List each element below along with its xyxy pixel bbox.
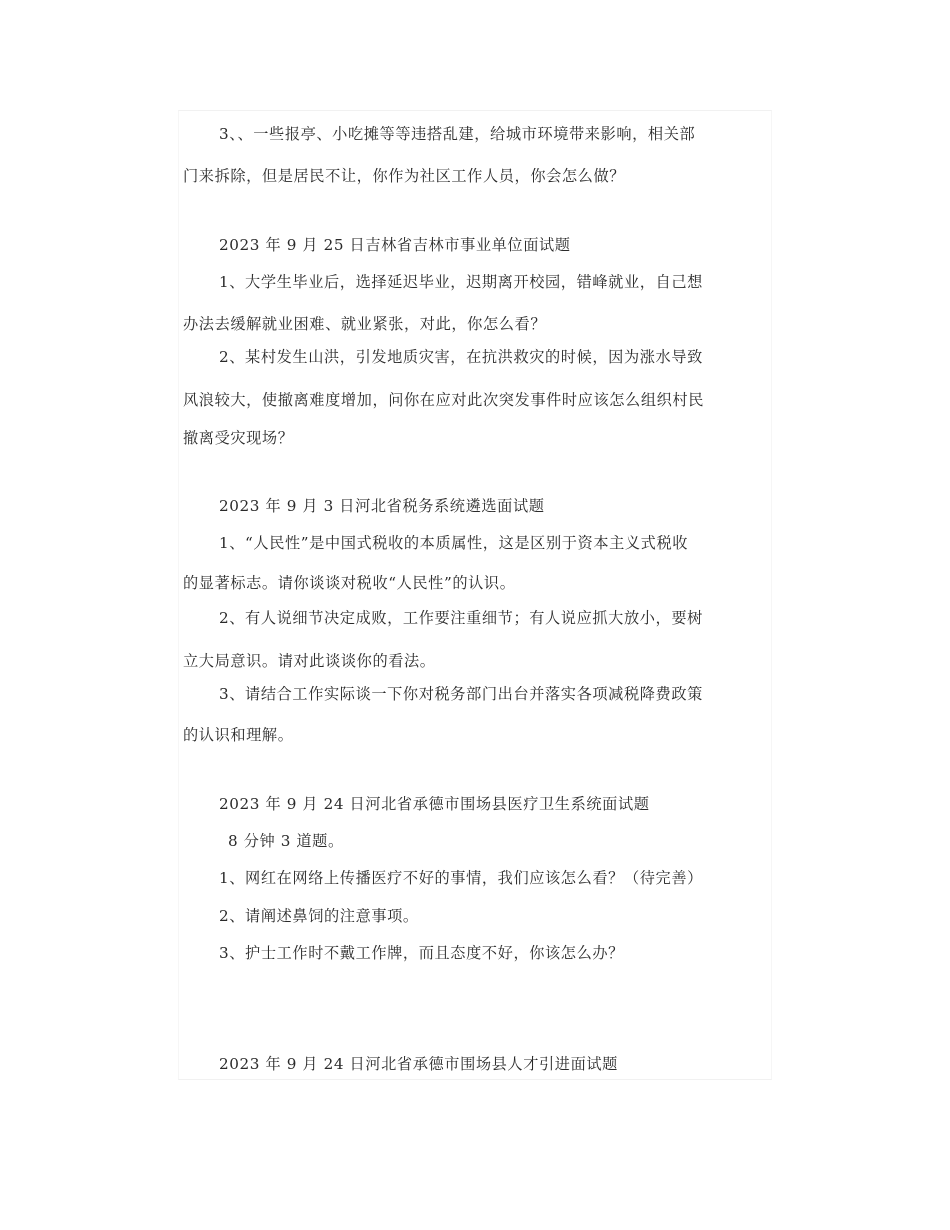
question-line: 的显著标志。请你谈谈对税收“人民性”的认识。	[183, 574, 516, 592]
section-heading: 2023 年 9 月 3 日河北省税务系统遴选面试题	[219, 497, 545, 515]
document-page	[178, 110, 772, 1080]
question-line: 1、大学生毕业后，选择延迟毕业，迟期离开校园，错峰就业，自己想	[219, 273, 703, 291]
question-line: 立大局意识。请对此谈谈你的看法。	[183, 652, 436, 670]
question-line: 门来拆除，但是居民不让，你作为社区工作人员，你会怎么做？	[183, 167, 626, 185]
section-heading: 2023 年 9 月 24 日河北省承德市围场县医疗卫生系统面试题	[219, 795, 650, 813]
question-line: 2、有人说细节决定成败，工作要注重细节；有人说应抓大放小，要树	[219, 609, 703, 627]
question-line: 3、护士工作时不戴工作牌，而且态度不好，你该怎么办？	[219, 944, 624, 962]
question-line: 2、某村发生山洪，引发地质灾害，在抗洪救灾的时候，因为涨水导致	[219, 348, 703, 366]
question-line: 办法去缓解就业困难、就业紧张，对此，你怎么看？	[183, 315, 547, 333]
question-line: 1、“人民性”是中国式税收的本质属性，这是区别于资本主义式税收	[219, 534, 689, 552]
question-line: 的认识和理解。	[183, 726, 294, 744]
section-heading: 2023 年 9 月 25 日吉林省吉林市事业单位面试题	[219, 236, 571, 254]
question-line: 风浪较大，使撤离难度增加，问你在应对此次突发事件时应该怎么组织村民	[183, 391, 704, 409]
question-line: 2、请阐述鼻饲的注意事项。	[219, 907, 419, 925]
section-heading: 2023 年 9 月 24 日河北省承德市围场县人才引进面试题	[219, 1055, 618, 1073]
question-line: 8 分钟 3 道题。	[228, 832, 344, 850]
question-line: 撤离受灾现场？	[183, 429, 294, 447]
question-line: 3、请结合工作实际谈一下你对税务部门出台并落实各项减税降费政策	[219, 685, 703, 703]
question-line: 3、、一些报亭、小吃摊等等违搭乱建，给城市环境带来影响，相关部	[219, 125, 696, 143]
question-line: 1、网红在网络上传播医疗不好的事情，我们应该怎么看？（待完善）	[219, 869, 703, 887]
